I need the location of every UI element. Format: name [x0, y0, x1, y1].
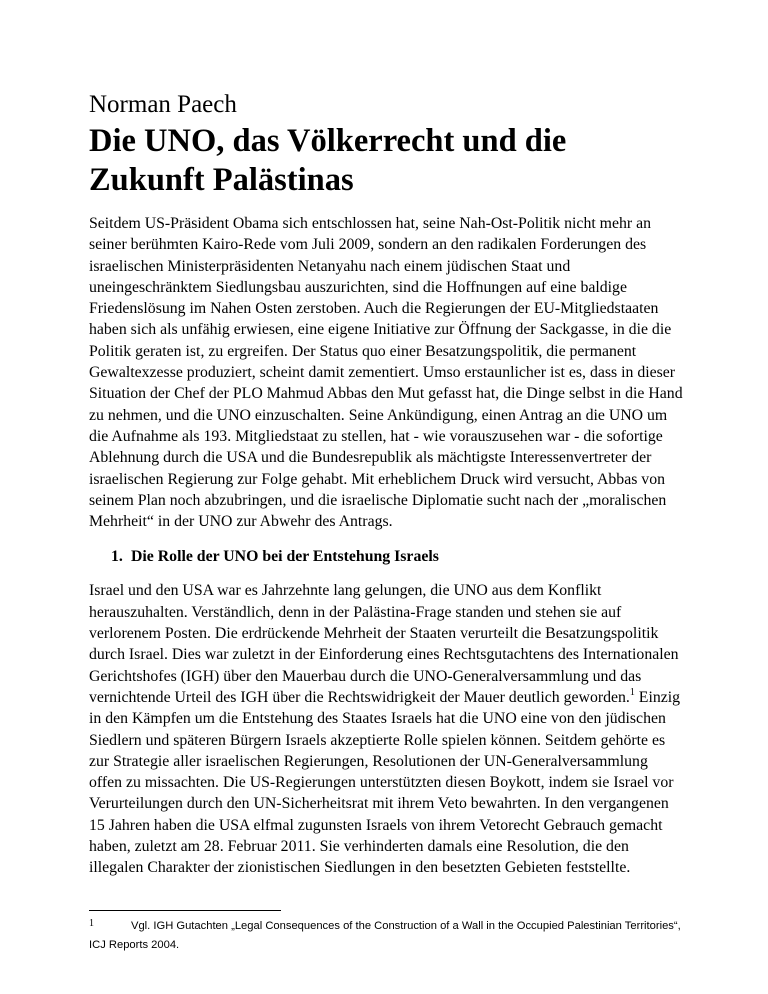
footnote-separator [89, 910, 281, 911]
body-paragraph-part-1: Israel und den USA war es Jahrzehnte lang gelungen, die UNO aus dem Konflikt herauszuhalten. Verständlich, denn in der Palästina-Frage standen und stehen sie auf verlorenem Posten. Die erdrückende Mehrheit der Staaten verurteilt die Besatzungspolitik durch Israel. Dies war zuletzt in der Einforderung eines Rechtsgutachtens des Internationalen Gerichtshofes (IGH) über den Mauerbau durch die UNO-Generalversammlung und das vernichtende Urteil des IGH über die Rechtswidrigkeit der Mauer deutlich geworden. [89, 582, 679, 706]
document-title: Die UNO, das Völkerrecht und die Zukunft Palästinas [89, 123, 567, 198]
section-heading-text: Die Rolle der UNO bei der Entstehung Israels [131, 548, 439, 566]
footnote-mark: 1 [89, 917, 94, 929]
body-paragraph-part-2: Einzig in den Kämpfen um die Entstehung des Staates Israels hat die UNO eine von den jüdischen Siedlern und späteren Bürgern Israels akzeptierte Rolle spielen können. Seitdem gehörte es zur Strategie aller israelischen Regierungen, Resolutionen der UN-Generalversammlung offen zu missachten. Die US-Regierungen unterstützten diesen Boykott, indem sie Israel vor Verurteilungen durch den UN-Sicherheitsrat mit ihrem Veto bewahrten. In den vergangenen 15 Jahren haben die USA elfmal zugunsten Israels von ihrem Vetorecht Gebrauch gemacht haben, zuletzt am 28. Februar 2011. Sie verhinderten damals eine Resolution, die den illegalen Charakter der zionistischen Siedlungen in den besetzten Gebieten feststellte. [89, 688, 681, 877]
body-paragraph [89, 580, 683, 878]
author-name: Norman Paech [89, 91, 237, 118]
footnote-reference[interactable]: 1 [629, 686, 635, 698]
section-heading [89, 546, 683, 567]
intro-paragraph: Seitdem US-Präsident Obama sich entschlossen hat, seine Nah-Ost-Politik nicht mehr an seiner berühmten Kairo-Rede vom Juli 2009, sondern an den radikalen Forderungen des israelischen Ministerpräsidenten Netanyahu nach einem jüdischen Staat und uneingeschränktem Siedlungsbau auszurichten, sind die Hoffnungen auf eine baldige Friedenslösung im Nahen Osten zerstoben. Auch die Regierungen der EU-Mitgliedstaaten haben sich als unfähig erwiesen, eine eigene Initiative zur Öffnung der Sackgasse, in die die Politik geraten ist, zu ergreifen. Der Status quo einer Besatzungspolitik, die permanent Gewaltexzesse produziert, scheint damit zementiert. Umso erstaunlicher ist es, dass in dieser Situation der Chef der PLO Mahmud Abbas den Mut gefasst hat, die Dinge selbst in die Hand zu nehmen, und die UNO einzuschalten. Seine Ankündigung, einen Antrag an die UNO um die Aufnahme als 193. Mitgliedstaat zu stellen, hat - wie vorauszusehen war - die sofortige Ablehnung durch die USA und die Bundesrepublik als mächtigste Interessenvertreter der israelischen Regierung zur Folge gehabt. Mit erheblichem Druck wird versucht, Abbas von seinem Plan noch abzubringen, und die israelische Diplomatie sucht nach der „moralischen Mehrheit“ in der UNO zur Abwehr des Antrags. [89, 215, 683, 531]
footnote [89, 914, 683, 955]
document-page [89, 90, 683, 955]
section-number: 1. [111, 548, 123, 566]
footnote-text: Vgl. IGH Gutachten „Legal Consequences of the Construction of a Wall in the Occupied Palestinian Territories“, ICJ Reports 2004. [89, 919, 681, 951]
